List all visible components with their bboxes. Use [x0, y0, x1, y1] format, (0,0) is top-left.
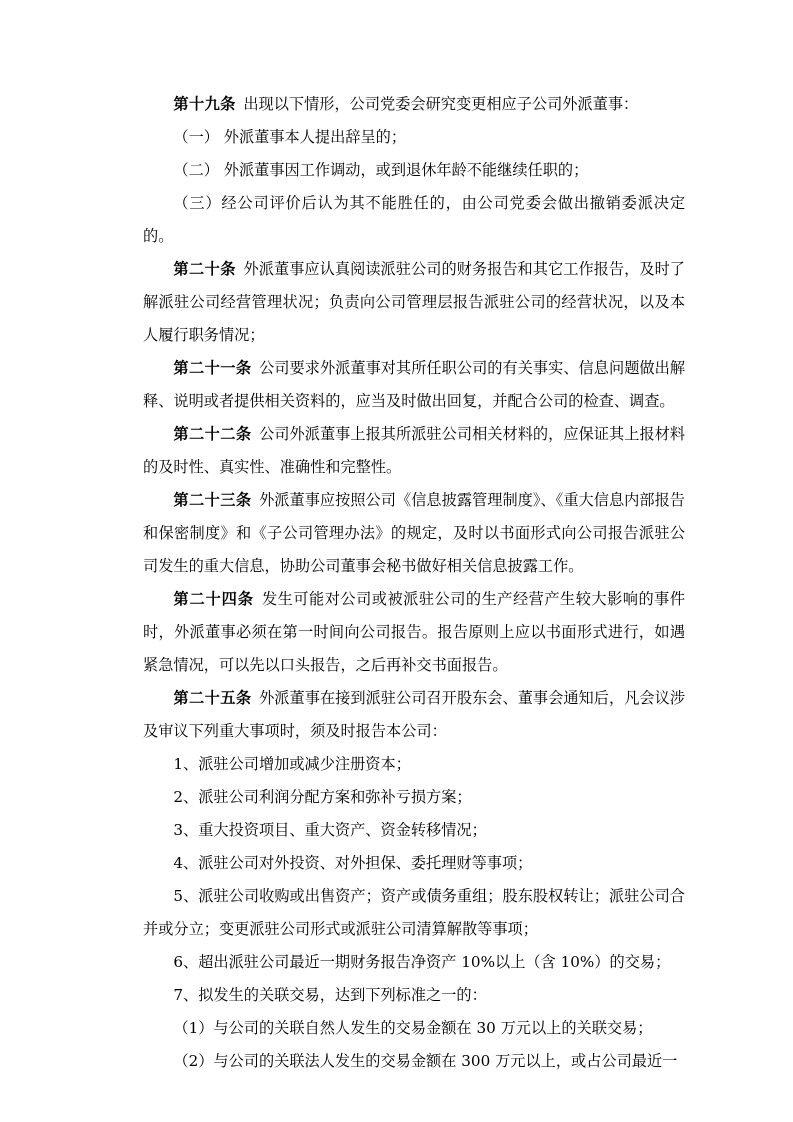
paragraph: [143, 1012, 685, 1045]
paragraph-text: 5、派驻公司收购或出售资产；资产或债务重组；股东股权转让；派驻公司合并或分立；变更派驻公司形式或派驻公司清算解散等事项；: [143, 887, 685, 938]
paragraph: [143, 583, 685, 682]
paragraph: [143, 1045, 685, 1078]
paragraph: [143, 352, 685, 418]
paragraph: [143, 253, 685, 352]
paragraph: [143, 847, 685, 880]
paragraph: [143, 781, 685, 814]
paragraph-text: 6、超出派驻公司最近一期财务报告净资产 10%以上（含 10%）的交易；: [173, 953, 671, 971]
paragraph-text: （1）与公司的关联自然人发生的交易金额在 30 万元以上的关联交易；: [173, 1019, 653, 1037]
paragraph-text: 外派董事应认真阅读派驻公司的财务报告和其它工作报告，及时了解派驻公司经营管理状况；负责向公司管理层报告派驻公司的经营状况，以及本人履行职务情况；: [143, 260, 685, 344]
article-number: 第二十四条: [173, 590, 254, 608]
paragraph: [143, 946, 685, 979]
paragraph-text: 1、派驻公司增加或减少注册资本；: [173, 755, 411, 773]
paragraph-text: 出现以下情形，公司党委会研究变更相应子公司外派董事：: [243, 95, 639, 113]
article-number: 第二十二条: [173, 425, 252, 443]
article-number: 第二十五条: [173, 689, 252, 707]
paragraph-text: 2、派驻公司利润分配方案和弥补亏损方案；: [173, 788, 472, 806]
paragraph: [143, 814, 685, 847]
paragraph: [143, 418, 685, 484]
paragraph: [143, 682, 685, 748]
paragraph: [143, 979, 685, 1012]
paragraph-text: 外派董事在接到派驻公司召开股东会、董事会通知后，凡会议涉及审议下列重大事项时，须及时报告本公司：: [143, 689, 686, 740]
article-number: 第二十条: [173, 260, 236, 278]
paragraph-text: 7、拟发生的关联交易，达到下列标准之一的：: [173, 986, 487, 1004]
article-number: 第二十三条: [173, 491, 252, 509]
paragraph: [143, 88, 685, 121]
paragraph-text: 4、派驻公司对外投资、对外担保、委托理财等事项；: [173, 854, 533, 872]
paragraph-text: 公司要求外派董事对其所任职公司的有关事实、信息问题做出解释、说明或者提供相关资料的，应当及时做出回复，并配合公司的检查、调查。: [143, 359, 686, 410]
article-number: 第二十一条: [173, 359, 252, 377]
paragraph: [143, 154, 685, 187]
paragraph: [143, 121, 685, 154]
paragraph-text: （二） 外派董事因工作调动，或到退休年龄不能继续任职的；: [173, 161, 589, 179]
paragraph: [143, 187, 685, 253]
paragraph: [143, 880, 685, 946]
paragraph-text: （2）与公司的关联法人发生的交易金额在 300 万元以上，或占公司最近一: [173, 1052, 678, 1070]
paragraph: [143, 748, 685, 781]
paragraph-text: （一） 外派董事本人提出辞呈的；: [173, 128, 407, 146]
article-number: 第十九条: [173, 95, 236, 113]
paragraph: [143, 484, 685, 583]
paragraph-text: （三）经公司评价后认为其不能胜任的，由公司党委会做出撤销委派决定的。: [143, 194, 685, 245]
document-body: [143, 88, 685, 1078]
paragraph-text: 3、重大投资项目、重大资产、资金转移情况；: [173, 821, 487, 839]
paragraph-text: 外派董事应按照公司《信息披露管理制度》、《重大信息内部报告和保密制度》和《子公司管理办法》的规定，及时以书面形式向公司报告派驻公司发生的重大信息，协助公司董事会秘书做好相关信息披露工作。: [143, 491, 685, 575]
paragraph-text: 发生可能对公司或被派驻公司的生产经营产生较大影响的事件时，外派董事必须在第一时间向公司报告。报告原则上应以书面形式进行，如遇紧急情况，可以先以口头报告，之后再补交书面报告。: [143, 590, 686, 674]
paragraph-text: 公司外派董事上报其所派驻公司相关材料的，应保证其上报材料的及时性、真实性、准确性和完整性。: [143, 425, 686, 476]
